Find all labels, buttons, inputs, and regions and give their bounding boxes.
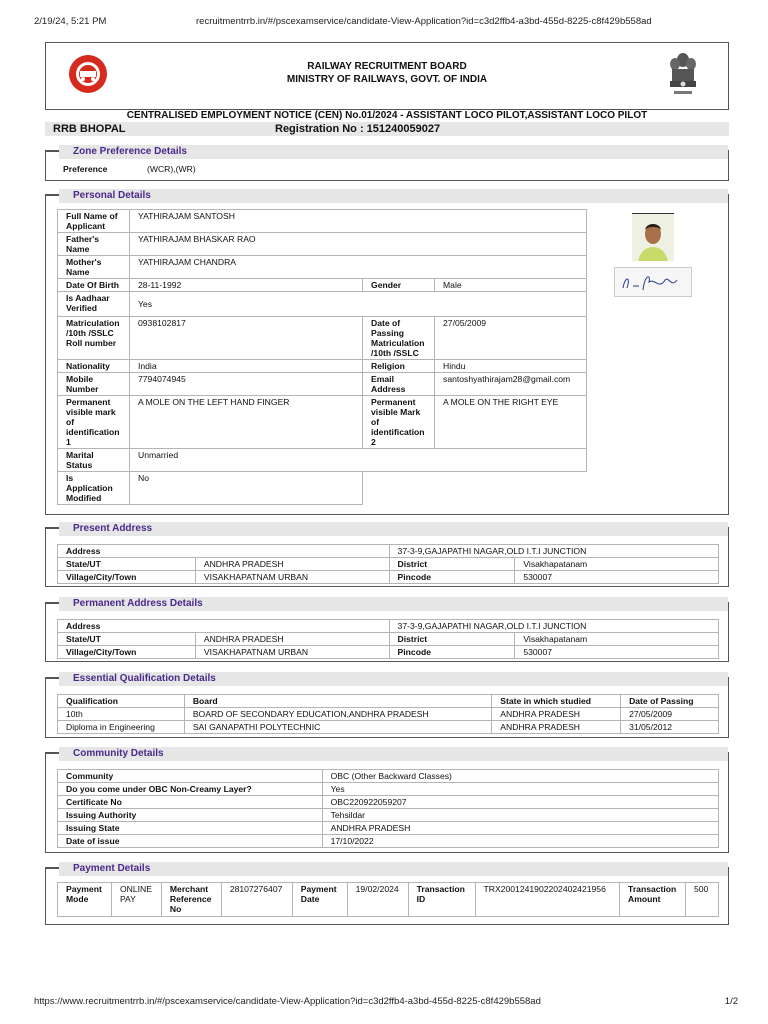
table-row bbox=[58, 472, 587, 505]
personal-table bbox=[57, 209, 587, 505]
board-cell: BOARD OF SECONDARY EDUCATION,ANDHRA PRADESH bbox=[184, 708, 491, 721]
community-table bbox=[57, 769, 719, 848]
date-of-passing-value: 27/05/2009 bbox=[435, 317, 587, 360]
section-title: Zone Preference Details bbox=[59, 145, 728, 159]
ncl-label: Do you come under OBC Non-Creamy Layer? bbox=[58, 783, 323, 796]
print-header bbox=[34, 16, 738, 28]
table-row bbox=[58, 835, 719, 848]
table-row bbox=[58, 373, 587, 396]
matric-label: Matriculation /10th /SSLC Roll number bbox=[58, 317, 130, 360]
section-title: Community Details bbox=[59, 747, 728, 761]
present-address-section bbox=[45, 522, 729, 587]
section-title: Payment Details bbox=[59, 862, 728, 876]
dob-value: 28-11-1992 bbox=[129, 279, 362, 292]
ministry-title: MINISTRY OF RAILWAYS, GOVT. OF INDIA bbox=[286, 74, 488, 85]
certificate-label: Certificate No bbox=[58, 796, 323, 809]
signature-icon bbox=[615, 268, 693, 298]
table-row bbox=[58, 279, 587, 292]
marital-label: Marital Status bbox=[58, 449, 130, 472]
address-value: 37-3-9,GAJAPATHI NAGAR,OLD I.T.I JUNCTION bbox=[389, 545, 718, 558]
issuing-state-label: Issuing State bbox=[58, 822, 323, 835]
nationality-label: Nationality bbox=[58, 360, 130, 373]
modified-value: No bbox=[129, 472, 362, 505]
qualification-table bbox=[57, 694, 719, 734]
aadhaar-label: Is Aadhaar Verified bbox=[58, 292, 130, 317]
applicant-photo bbox=[632, 213, 674, 261]
state-cell: ANDHRA PRADESH bbox=[492, 708, 621, 721]
table-row bbox=[58, 545, 719, 558]
board-banner bbox=[45, 42, 729, 110]
payment-date-label: Payment Date bbox=[292, 883, 347, 917]
table-row bbox=[58, 620, 719, 633]
religion-label: Religion bbox=[363, 360, 435, 373]
payment-table bbox=[57, 882, 719, 917]
religion-value: Hindu bbox=[435, 360, 587, 373]
address-value: 37-3-9,GAJAPATHI NAGAR,OLD I.T.I JUNCTION bbox=[389, 620, 718, 633]
mobile-label: Mobile Number bbox=[58, 373, 130, 396]
payment-mode-label: Payment Mode bbox=[58, 883, 112, 917]
preference-label: Preference bbox=[63, 164, 108, 174]
cen-title: CENTRALISED EMPLOYMENT NOTICE (CEN) No.01/2024 - ASSISTANT LOCO PILOT,ASSISTANT LOCO PILOT bbox=[126, 110, 648, 121]
gender-value: Male bbox=[435, 279, 587, 292]
registration-number: Registration No : 151240059027 bbox=[275, 123, 441, 135]
dob-label: Date Of Birth bbox=[58, 279, 130, 292]
table-row bbox=[58, 708, 719, 721]
address-label: Address bbox=[58, 545, 390, 558]
community-value: OBC (Other Backward Classes) bbox=[322, 770, 718, 783]
community-label: Community bbox=[58, 770, 323, 783]
mark1-value: A MOLE ON THE LEFT HAND FINGER bbox=[129, 396, 362, 449]
authority-label: Issuing Authority bbox=[58, 809, 323, 822]
date-cell: 27/05/2009 bbox=[621, 708, 719, 721]
table-row bbox=[58, 256, 587, 279]
state-label: State/UT bbox=[58, 558, 196, 571]
qualification-cell: 10th bbox=[58, 708, 185, 721]
district-value: Visakhapatanam bbox=[515, 633, 719, 646]
column-header: Board bbox=[184, 695, 491, 708]
district-label: District bbox=[389, 558, 515, 571]
aadhaar-value: Yes bbox=[129, 292, 586, 317]
empty-cell bbox=[363, 472, 587, 505]
state-label: State/UT bbox=[58, 633, 196, 646]
date-cell: 31/05/2012 bbox=[621, 721, 719, 734]
permanent-address-section bbox=[45, 597, 729, 662]
mark2-value: A MOLE ON THE RIGHT EYE bbox=[435, 396, 587, 449]
section-title: Present Address bbox=[59, 522, 728, 536]
section-title: Permanent Address Details bbox=[59, 597, 728, 611]
present-address-table bbox=[57, 544, 719, 584]
modified-label: Is Application Modified bbox=[58, 472, 130, 505]
table-row bbox=[58, 571, 719, 584]
board-cell: SAI GANAPATHI POLYTECHNIC bbox=[184, 721, 491, 734]
certificate-value: OBC220922059207 bbox=[322, 796, 718, 809]
column-header: Date of Passing bbox=[621, 695, 719, 708]
district-label: District bbox=[389, 633, 515, 646]
board-title: RAILWAY RECRUITMENT BOARD bbox=[307, 61, 467, 72]
matric-value: 0938102817 bbox=[129, 317, 362, 360]
qualification-section bbox=[45, 672, 729, 738]
payment-section bbox=[45, 862, 729, 925]
father-name-label: Father's Name bbox=[58, 233, 130, 256]
date-of-passing-label: Date of Passing Matriculation /10th /SSLC bbox=[363, 317, 435, 360]
mark2-label: Permanent visible Mark of identification 2 bbox=[363, 396, 435, 449]
mobile-value: 7794074945 bbox=[129, 373, 362, 396]
issuing-state-value: ANDHRA PRADESH bbox=[322, 822, 718, 835]
table-header-row bbox=[58, 695, 719, 708]
full-name-label: Full Name of Applicant bbox=[58, 210, 130, 233]
table-row bbox=[58, 646, 719, 659]
table-row bbox=[58, 233, 587, 256]
village-label: Village/City/Town bbox=[58, 646, 196, 659]
mark1-label: Permanent visible mark of identification 1 bbox=[58, 396, 130, 449]
nationality-value: India bbox=[129, 360, 362, 373]
ncl-value: Yes bbox=[322, 783, 718, 796]
address-label: Address bbox=[58, 620, 390, 633]
table-row bbox=[58, 633, 719, 646]
footer-url: https://www.recruitmentrrb.in/#/pscexamservice/candidate-View-Application?id=c3d2ffb4-a3bd-455d-8225-c8f429b558ad bbox=[34, 996, 541, 1007]
state-cell: ANDHRA PRADESH bbox=[492, 721, 621, 734]
permanent-address-table bbox=[57, 619, 719, 659]
amount-value: 500 bbox=[686, 883, 719, 917]
community-section bbox=[45, 747, 729, 853]
pincode-label: Pincode bbox=[389, 646, 515, 659]
table-row bbox=[58, 210, 587, 233]
table-row bbox=[58, 396, 587, 449]
personal-details-section bbox=[45, 189, 729, 515]
state-value: ANDHRA PRADESH bbox=[195, 558, 389, 571]
table-row bbox=[58, 317, 587, 360]
issue-date-value: 17/10/2022 bbox=[322, 835, 718, 848]
registration-bar bbox=[45, 122, 729, 136]
table-row bbox=[58, 796, 719, 809]
payment-mode-value: ONLINE PAY bbox=[111, 883, 161, 917]
qualification-cell: Diploma in Engineering bbox=[58, 721, 185, 734]
preference-row bbox=[63, 164, 196, 174]
authority-value: Tehsildar bbox=[322, 809, 718, 822]
state-value: ANDHRA PRADESH bbox=[195, 633, 389, 646]
column-header: State in which studied bbox=[492, 695, 621, 708]
pincode-label: Pincode bbox=[389, 571, 515, 584]
father-name-value: YATHIRAJAM BHASKAR RAO bbox=[129, 233, 586, 256]
zone-preference-section bbox=[45, 145, 729, 181]
village-value: VISAKHAPATNAM URBAN bbox=[195, 646, 389, 659]
merchant-ref-value: 28107276407 bbox=[221, 883, 292, 917]
payment-date-value: 19/02/2024 bbox=[347, 883, 408, 917]
pincode-value: 530007 bbox=[515, 571, 719, 584]
transaction-id-value: TRX200124190220240242195​6 bbox=[475, 883, 620, 917]
district-value: Visakhapatanam bbox=[515, 558, 719, 571]
village-label: Village/City/Town bbox=[58, 571, 196, 584]
merchant-ref-label: Merchant Reference No bbox=[161, 883, 221, 917]
section-title: Personal Details bbox=[59, 189, 728, 203]
table-row bbox=[58, 783, 719, 796]
page-number: 1/2 bbox=[724, 996, 738, 1007]
email-label: Email Address bbox=[363, 373, 435, 396]
print-date: 2/19/24, 5:21 PM bbox=[34, 16, 107, 27]
section-title: Essential Qualification Details bbox=[59, 672, 728, 686]
gender-label: Gender bbox=[363, 279, 435, 292]
village-value: VISAKHAPATNAM URBAN bbox=[195, 571, 389, 584]
preference-value: (WCR),(WR) bbox=[147, 164, 196, 174]
mother-name-label: Mother's Name bbox=[58, 256, 130, 279]
table-row bbox=[58, 822, 719, 835]
person-photo-icon bbox=[632, 214, 674, 261]
marital-value: Unmarried bbox=[129, 449, 586, 472]
email-value: santoshyathirajam28@gmail.com bbox=[435, 373, 587, 396]
pincode-value: 530007 bbox=[515, 646, 719, 659]
table-row bbox=[58, 883, 719, 917]
table-row bbox=[58, 809, 719, 822]
mother-name-value: YATHIRAJAM CHANDRA bbox=[129, 256, 586, 279]
amount-label: Transaction Amount bbox=[620, 883, 686, 917]
print-url: recruitmentrrb.in/#/pscexamservice/candidate-View-Application?id=c3d2ffb4-a3bd-455d-8225-c8f429b558ad bbox=[196, 16, 652, 27]
table-row bbox=[58, 721, 719, 734]
applicant-signature bbox=[614, 267, 692, 297]
table-row bbox=[58, 449, 587, 472]
print-footer bbox=[34, 996, 738, 1008]
transaction-id-label: Transaction ID bbox=[408, 883, 475, 917]
table-row bbox=[58, 292, 587, 317]
rrb-name: RRB BHOPAL bbox=[53, 123, 126, 135]
full-name-value: YATHIRAJAM SANTOSH bbox=[129, 210, 586, 233]
column-header: Qualification bbox=[58, 695, 185, 708]
table-row bbox=[58, 770, 719, 783]
table-row bbox=[58, 558, 719, 571]
table-row bbox=[58, 360, 587, 373]
state-emblem-icon bbox=[666, 51, 700, 101]
issue-date-label: Date of issue bbox=[58, 835, 323, 848]
